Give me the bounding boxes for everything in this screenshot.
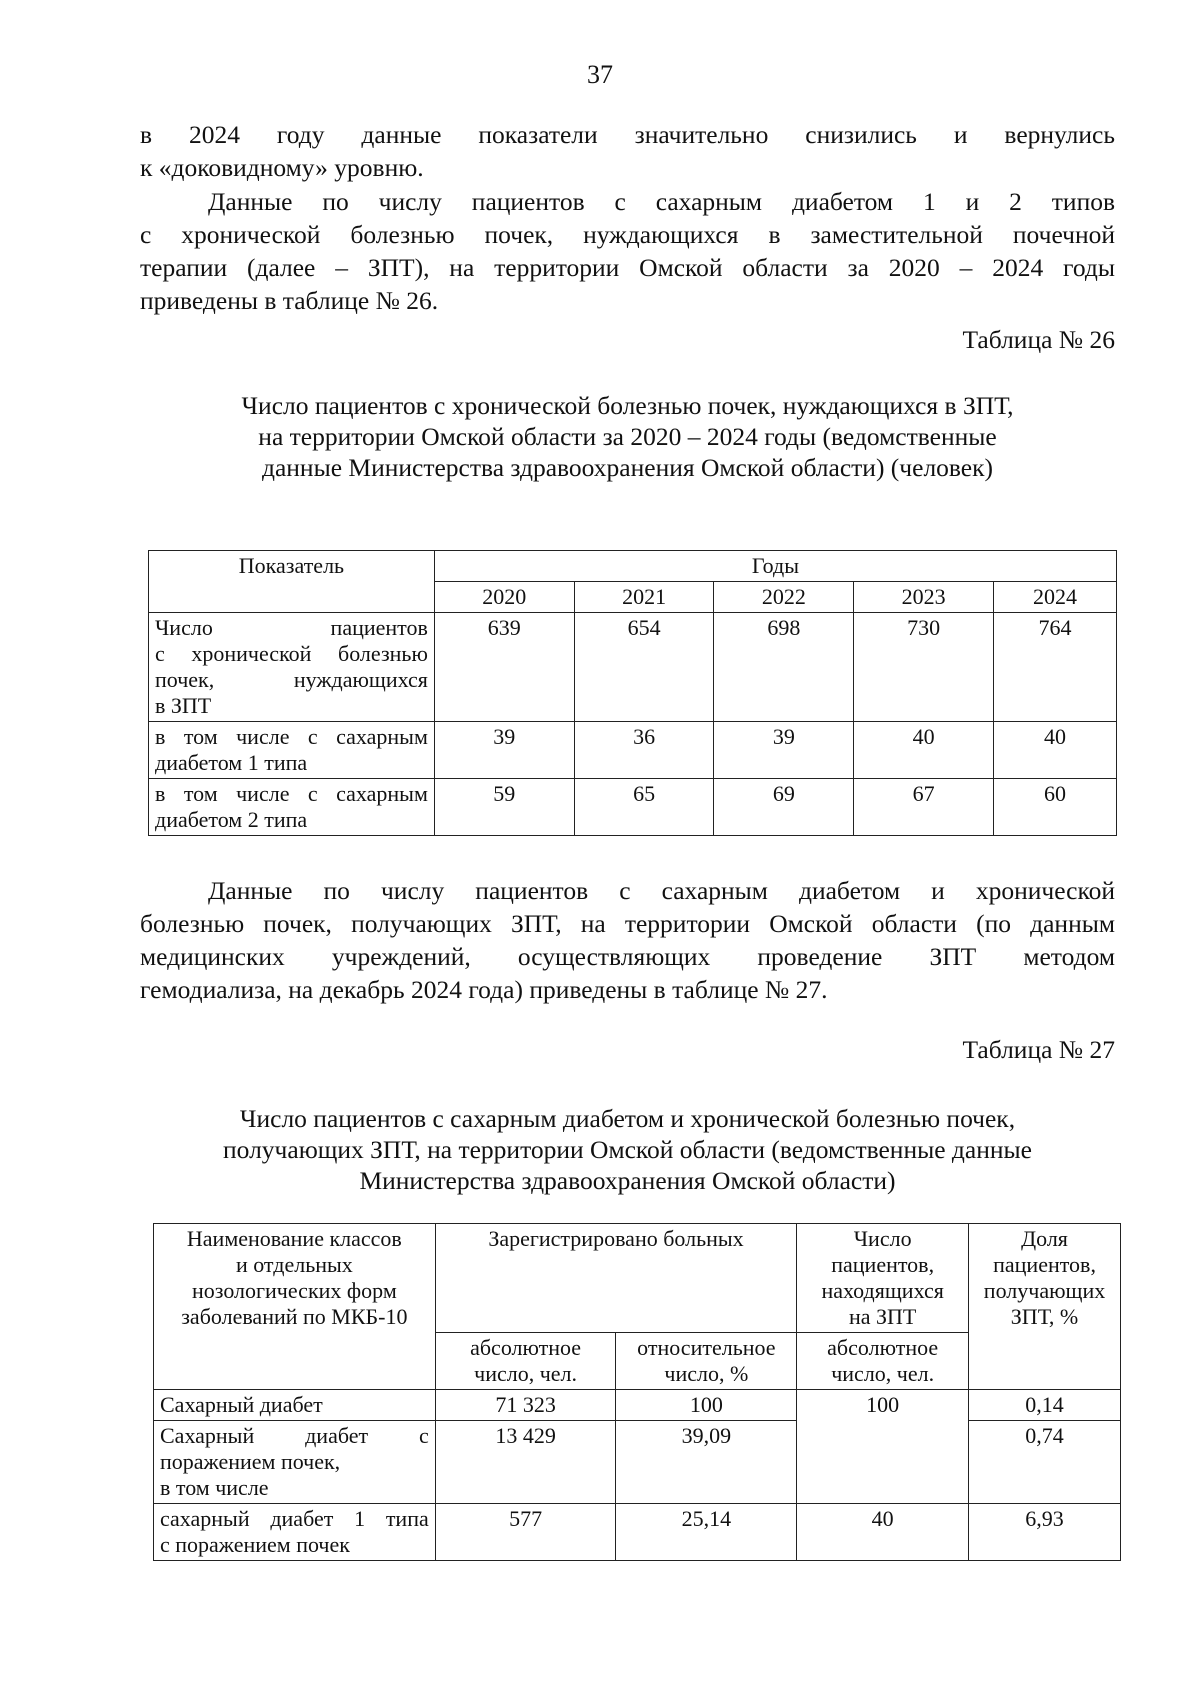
- table-row: [149, 779, 1117, 836]
- label-line: почек, нуждающихся: [155, 667, 428, 692]
- header-abs-zpt: [797, 1333, 969, 1390]
- cell-value: 67: [854, 779, 994, 836]
- cell-value: 654: [574, 613, 714, 722]
- header-nosology: [154, 1224, 436, 1390]
- cell-share: 0,74: [969, 1421, 1121, 1504]
- row-label: [149, 613, 435, 722]
- header-registered: Зарегистрировано больных: [435, 1224, 797, 1333]
- label-line: в ЗПТ: [155, 693, 212, 718]
- header-line: число, %: [664, 1361, 749, 1386]
- title-line: на территории Омской области за 2020 – 2024 годы (ведомственные: [258, 422, 997, 451]
- row-label: Сахарный диабет: [154, 1390, 436, 1421]
- paragraph-line: гемодиализа, на декабрь 2024 года) приведены в таблице № 27.: [140, 975, 828, 1004]
- cell-value: 764: [994, 613, 1117, 722]
- header-line: Число: [853, 1226, 912, 1251]
- header-line: Наименование классов: [186, 1226, 402, 1251]
- table-26: [148, 550, 1117, 836]
- header-line: получающих: [983, 1278, 1106, 1303]
- row-label: [149, 722, 435, 779]
- cell-rel: 39,09: [616, 1421, 797, 1504]
- label-line: с поражением почек: [160, 1532, 350, 1557]
- row-label: [154, 1504, 436, 1561]
- cell-zpt: 100: [797, 1390, 969, 1504]
- paragraph-line: с хронической болезнью почек, нуждающихся в заместительной почечной: [140, 220, 1115, 249]
- cell-share: 0,14: [969, 1390, 1121, 1421]
- cell-value: 698: [714, 613, 854, 722]
- cell-value: 39: [714, 722, 854, 779]
- header-on-zpt: [797, 1224, 969, 1333]
- header-indicator: Показатель: [149, 551, 435, 613]
- header-share: [969, 1224, 1121, 1390]
- label-line: с хронической болезнью: [155, 641, 428, 666]
- header-line: число, чел.: [474, 1361, 578, 1386]
- table-row: [149, 722, 1117, 779]
- table-row: [154, 1504, 1121, 1561]
- cell-rel: 100: [616, 1390, 797, 1421]
- cell-zpt: 40: [797, 1504, 969, 1561]
- title-line: Министерства здравоохранения Омской области): [359, 1166, 896, 1195]
- table-row: [154, 1421, 1121, 1504]
- cell-value: 730: [854, 613, 994, 722]
- label-line: поражением почек,: [160, 1449, 341, 1474]
- header-abs: [435, 1333, 616, 1390]
- title-line: Число пациентов с сахарным диабетом и хронической болезнью почек,: [239, 1104, 1016, 1133]
- cell-value: 60: [994, 779, 1117, 836]
- header-line: относительное: [637, 1335, 776, 1360]
- table-row: [149, 613, 1117, 722]
- paragraph-2: [140, 185, 1115, 317]
- label-line: диабетом 1 типа: [155, 750, 308, 775]
- header-line: абсолютное: [470, 1335, 582, 1360]
- year-header: 2023: [854, 582, 994, 613]
- header-line: и отдельных: [235, 1252, 353, 1277]
- table-26-title: [140, 390, 1115, 483]
- cell-value: 59: [434, 779, 574, 836]
- header-line: нозологических форм: [191, 1278, 397, 1303]
- row-label: [154, 1421, 436, 1504]
- label-line: в том числе с сахарным: [155, 724, 428, 749]
- table-row: [154, 1390, 1121, 1421]
- row-label: [149, 779, 435, 836]
- title-line: получающих ЗПТ, на территории Омской области (ведомственные данные: [223, 1135, 1032, 1164]
- cell-value: 39: [434, 722, 574, 779]
- paragraph-line: болезнью почек, получающих ЗПТ, на территории Омской области (по данным: [140, 909, 1115, 938]
- label-line: в том числе с сахарным: [155, 781, 428, 806]
- header-line: заболеваний по МКБ-10: [181, 1304, 408, 1329]
- cell-abs: 577: [435, 1504, 616, 1561]
- label-line: в том числе: [160, 1475, 269, 1500]
- paragraph-line: в 2024 году данные показатели значительно снизились и вернулись: [140, 120, 1115, 149]
- cell-share: 6,93: [969, 1504, 1121, 1561]
- header-line: Доля: [1021, 1226, 1068, 1251]
- paragraph-line: Данные по числу пациентов с сахарным диабетом и хронической: [208, 876, 1115, 905]
- paragraph-line: медицинских учреждений, осуществляющих проведение ЗПТ методом: [140, 942, 1115, 971]
- cell-abs: 71 323: [435, 1390, 616, 1421]
- label-line: диабетом 2 типа: [155, 807, 308, 832]
- cell-value: 36: [574, 722, 714, 779]
- paragraph-1: [140, 118, 1115, 184]
- label-line: Число пациентов: [155, 615, 428, 640]
- table-27-label: Таблица № 27: [962, 1035, 1115, 1064]
- header-line: число, чел.: [831, 1361, 935, 1386]
- table-27: [153, 1223, 1121, 1561]
- table-27-title: [140, 1103, 1115, 1196]
- header-line: ЗПТ, %: [1010, 1304, 1079, 1329]
- paragraph-line: Данные по числу пациентов с сахарным диабетом 1 и 2 типов: [208, 187, 1115, 216]
- year-header: 2022: [714, 582, 854, 613]
- cell-value: 40: [854, 722, 994, 779]
- year-header: 2024: [994, 582, 1117, 613]
- table-26-label: Таблица № 26: [962, 325, 1115, 354]
- header-line: пациентов,: [831, 1252, 935, 1277]
- header-rel: [616, 1333, 797, 1390]
- label-line: сахарный диабет 1 типа: [160, 1506, 429, 1531]
- header-line: на ЗПТ: [848, 1304, 917, 1329]
- header-line: находящихся: [821, 1278, 944, 1303]
- cell-value: 639: [434, 613, 574, 722]
- cell-value: 69: [714, 779, 854, 836]
- paragraph-line: приведены в таблице № 26.: [140, 286, 439, 315]
- title-line: Число пациентов с хронической болезнью почек, нуждающихся в ЗПТ,: [241, 391, 1014, 420]
- paragraph-line: к «доковидному» уровню.: [140, 153, 424, 182]
- header-line: абсолютное: [827, 1335, 939, 1360]
- cell-value: 65: [574, 779, 714, 836]
- cell-rel: 25,14: [616, 1504, 797, 1561]
- cell-value: 40: [994, 722, 1117, 779]
- year-header: 2020: [434, 582, 574, 613]
- page-number: 37: [587, 60, 613, 89]
- title-line: данные Министерства здравоохранения Омской области) (человек): [261, 453, 994, 482]
- paragraph-line: терапии (далее – ЗПТ), на территории Омской области за 2020 – 2024 годы: [140, 253, 1115, 282]
- label-line: Сахарный диабет с: [160, 1423, 429, 1448]
- year-header: 2021: [574, 582, 714, 613]
- header-years: Годы: [434, 551, 1116, 582]
- paragraph-3: [140, 874, 1115, 1006]
- header-line: пациентов,: [993, 1252, 1096, 1277]
- cell-abs: 13 429: [435, 1421, 616, 1504]
